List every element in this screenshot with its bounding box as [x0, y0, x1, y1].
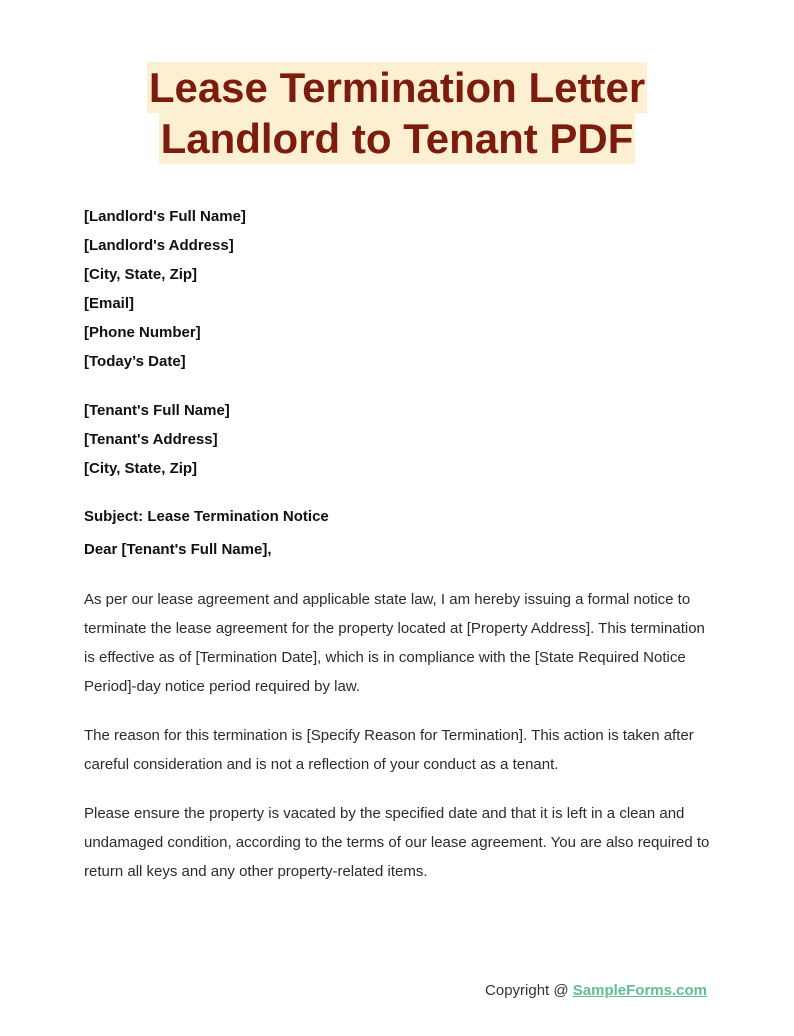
subject-line: Subject: Lease Termination Notice	[84, 508, 329, 525]
title-line-2: Landlord to Tenant PDF	[160, 115, 634, 162]
brand-link[interactable]: SampleForms.com	[572, 982, 707, 999]
body-paragraph-3: Please ensure the property is vacated by the specified date and that it is left in a clean and undamaged condition, according to the terms of our lease agreement. You are also required to return all keys and any other property-related items.	[84, 805, 710, 880]
title-line-1: Lease Termination Letter	[148, 64, 646, 111]
landlord-name: [Landlord's Full Name]	[84, 208, 246, 225]
landlord-city-state-zip: [City, State, Zip]	[84, 266, 198, 283]
salutation: Dear [Tenant's Full Name],	[84, 541, 272, 558]
landlord-address-block	[84, 202, 246, 376]
landlord-email: [Email]	[84, 295, 135, 312]
page-title	[0, 62, 794, 164]
tenant-city-state-zip: [City, State, Zip]	[84, 460, 198, 477]
copyright-label: Copyright @	[485, 982, 573, 999]
letter-date: [Today’s Date]	[84, 353, 186, 370]
landlord-phone: [Phone Number]	[84, 324, 201, 341]
tenant-address: [Tenant's Address]	[84, 431, 218, 448]
tenant-name: [Tenant's Full Name]	[84, 402, 230, 419]
copyright-footer	[485, 982, 707, 999]
body-paragraph-1: As per our lease agreement and applicable state law, I am hereby issuing a formal notice to terminate the lease agreement for the property located at [Property Address]. This termination is effective as of [Termination Date], which is in compliance with the [State Required Notice Period]-day notice period required by law.	[84, 591, 705, 695]
body-paragraph-2: The reason for this termination is [Specify Reason for Termination]. This action is taken after careful consideration and is not a reflection of your conduct as a tenant.	[84, 727, 694, 773]
landlord-address: [Landlord's Address]	[84, 237, 234, 254]
tenant-address-block	[84, 396, 230, 483]
